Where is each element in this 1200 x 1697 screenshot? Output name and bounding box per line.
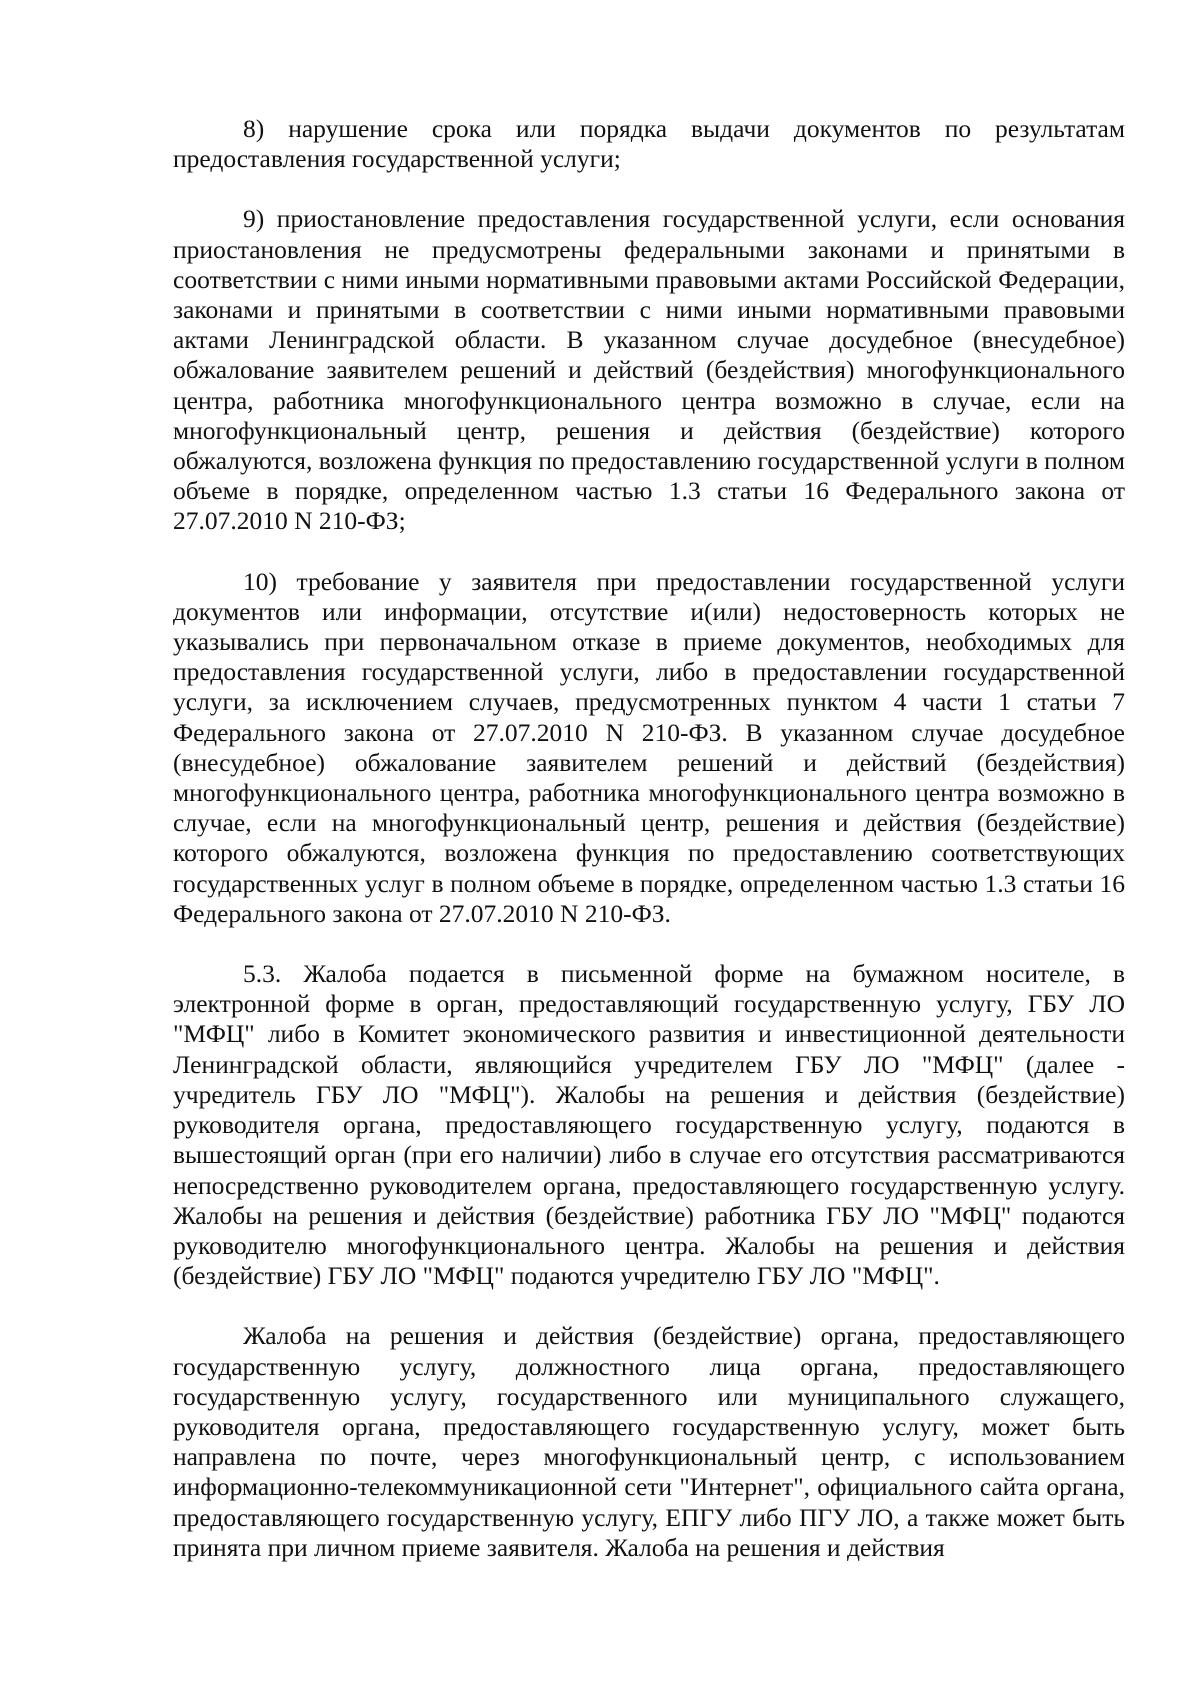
paragraph-section-5-3: 5.3. Жалоба подается в письменной форме на бумажном носителе, в электронной форме в орган, предоставляющий государственную услугу, ГБУ ЛО "МФЦ" либо в Комитет экономического развития и инвестиционной деятельности Ленинградской области, являющийся учредителем ГБУ ЛО "МФЦ" (далее - учредитель ГБУ ЛО "МФЦ"). Жалобы на решения и действия (бездействие) руководителя органа, предоставляющего государственную услугу, подаются в вышестоящий орган (при его наличии) либо в случае его отсутствия рассматриваются непосредственно руководителем органа, предоставляющего государственную услугу. Жалобы на решения и действия (бездействие) работника ГБУ ЛО "МФЦ" подаются руководителю многофункционального центра. Жалобы на решения и действия (бездействие) ГБУ ЛО "МФЦ" подаются учредителю ГБУ ЛО "МФЦ".: [173, 959, 1125, 1291]
paragraph-item-8: 8) нарушение срока или порядка выдачи документов по результатам предоставления государственной услуги;: [173, 114, 1125, 174]
paragraph-item-10: 10) требование у заявителя при предоставлении государственной услуги документов или информации, отсутствие и(или) недостоверность которых не указывались при первоначальном отказе в приеме документов, необходимых для предоставления государственной услуги, либо в предоставлении государственной услуги, за исключением случаев, предусмотренных пунктом 4 части 1 статьи 7 Федерального закона от 27.07.2010 N 210-ФЗ. В указанном случае досудебное (внесудебное) обжалование заявителем решений и действий (бездействия) многофункционального центра, работника многофункционального центра возможно в случае, если на многофункциональный центр, решения и действия (бездействие) которого обжалуются, возложена функция по предоставлению соответствующих государственных услуг в полном объеме в порядке, определенном частью 1.3 статьи 16 Федерального закона от 27.07.2010 N 210-ФЗ.: [173, 566, 1125, 928]
paragraph-complaint-channels: Жалоба на решения и действия (бездействие) органа, предоставляющего государственную услугу, должностного лица органа, предоставляющего государственную услугу, государственного или муниципального служащего, руководителя органа, предоставляющего государственную услугу, может быть направлена по почте, через многофункциональный центр, с использованием информационно-телекоммуникационной сети "Интернет", официального сайта органа, предоставляющего государственную услугу, ЕПГУ либо ПГУ ЛО, а также может быть принята при личном приеме заявителя. Жалоба на решения и действия: [173, 1321, 1125, 1562]
paragraph-item-9: 9) приостановление предоставления государственной услуги, если основания приостановления не предусмотрены федеральными законами и принятыми в соответствии с ними иными нормативными правовыми актами Российской Федерации, законами и принятыми в соответствии с ними иными нормативными правовыми актами Ленинградской области. В указанном случае досудебное (внесудебное) обжалование заявителем решений и действий (бездействия) многофункционального центра, работника многофункционального центра возможно в случае, если на многофункциональный центр, решения и действия (бездействие) которого обжалуются, возложена функция по предоставлению государственной услуги в полном объеме в порядке, определенном частью 1.3 статьи 16 Федерального закона от 27.07.2010 N 210-ФЗ;: [173, 204, 1125, 536]
document-page: [173, 114, 1125, 1563]
